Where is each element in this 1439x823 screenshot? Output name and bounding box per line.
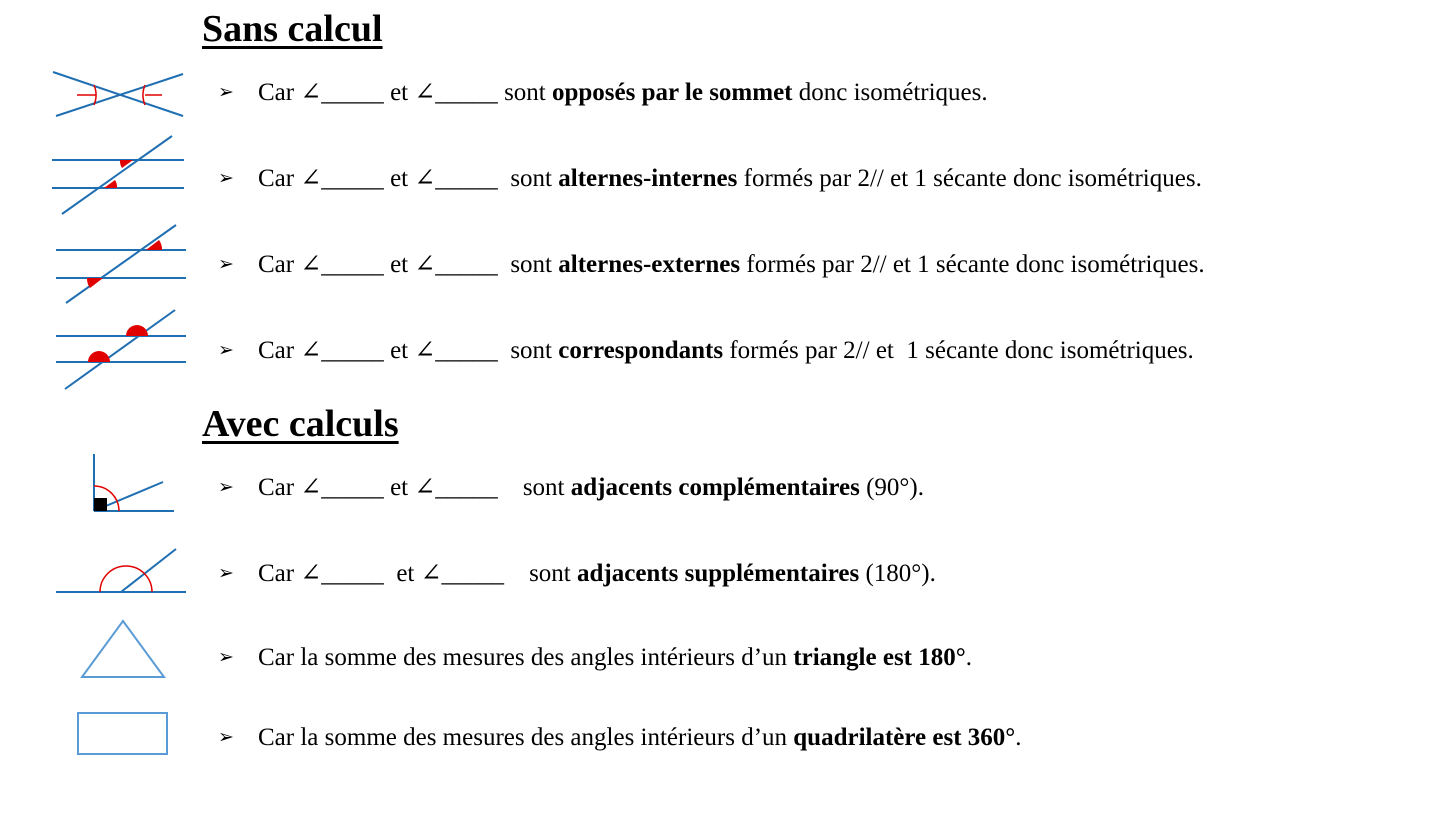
bullet-arrow-icon: ➢ (218, 476, 234, 498)
bullet-arrow-icon: ➢ (218, 646, 234, 668)
rule-alternate-exterior: ➢ Car ∠_____ et ∠_____ sont alternes-externes formés par 2// et 1 sécante donc isométriques. (218, 251, 1205, 278)
supplementary-angles-icon (55, 546, 189, 596)
rule-supplementary: ➢ Car ∠_____ et ∠_____ sont adjacents supplémentaires (180°). (218, 560, 936, 587)
triangle-icon (78, 618, 170, 680)
rule-opposite-vertex: ➢ Car ∠_____ et ∠_____ sont opposés par le sommet donc isométriques. (218, 79, 988, 106)
alternate-interior-angles-icon (50, 134, 190, 218)
rule-corresponding: ➢ Car ∠_____ et ∠_____ sont correspondants formés par 2// et 1 sécante donc isométriques. (218, 337, 1194, 364)
rule-quadrilateral-sum: ➢ Car la somme des mesures des angles intérieurs d’un quadrilatère est 360°. (218, 724, 1022, 751)
opposite-angles-icon (50, 68, 190, 122)
rule-alternate-interior: ➢ Car ∠_____ et ∠_____ sont alternes-internes formés par 2// et 1 sécante donc isométriques. (218, 165, 1202, 192)
alternate-exterior-angles-icon (50, 222, 190, 306)
bullet-arrow-icon: ➢ (218, 562, 234, 584)
corresponding-angles-icon (50, 308, 190, 392)
rule-triangle-sum: ➢ Car la somme des mesures des angles intérieurs d’un triangle est 180°. (218, 644, 972, 671)
section-title-sans-calcul: Sans calcul (202, 8, 383, 50)
rule-complementary: ➢ Car ∠_____ et ∠_____ sont adjacents complémentaires (90°). (218, 474, 924, 501)
complementary-angles-icon (86, 452, 178, 516)
quadrilateral-icon (76, 710, 170, 758)
bullet-arrow-icon: ➢ (218, 167, 234, 189)
bullet-arrow-icon: ➢ (218, 726, 234, 748)
bullet-arrow-icon: ➢ (218, 81, 234, 103)
section-title-avec-calculs: Avec calculs (202, 403, 399, 445)
bullet-arrow-icon: ➢ (218, 253, 234, 275)
bullet-arrow-icon: ➢ (218, 339, 234, 361)
